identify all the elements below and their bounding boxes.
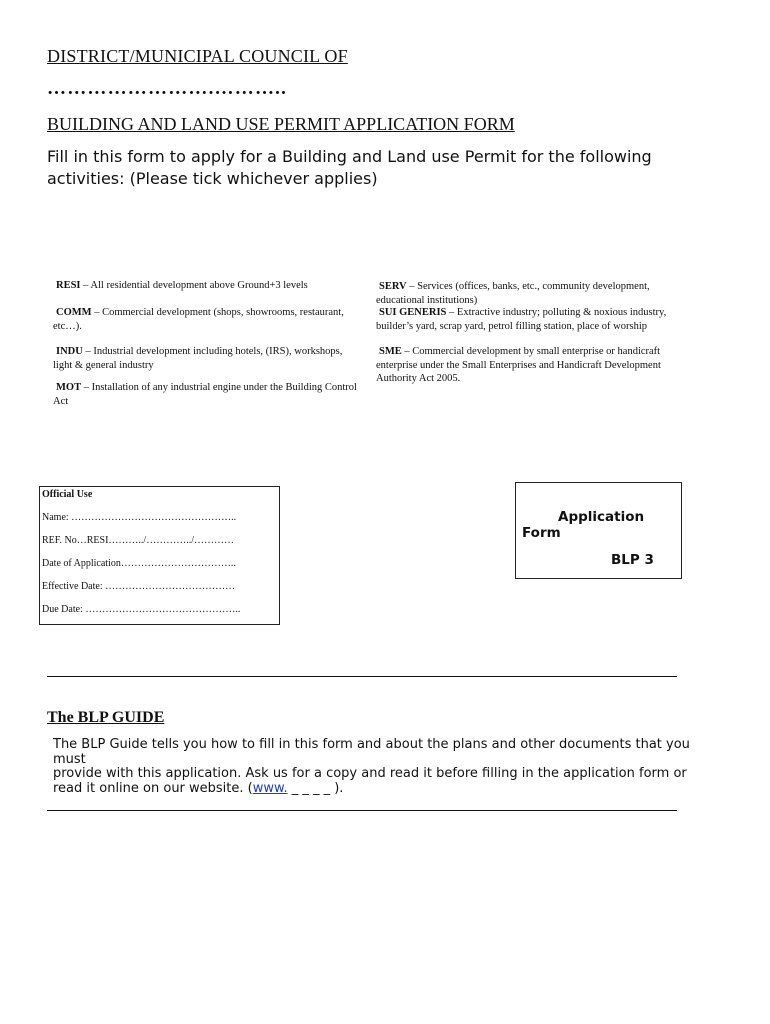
category-indu[interactable] <box>53 345 353 372</box>
guide-text <box>53 738 703 796</box>
category-resi[interactable] <box>53 279 353 293</box>
category-sme[interactable] <box>376 345 691 385</box>
category-desc: – All residential development above Ground+3 levels <box>80 280 308 291</box>
category-desc: – Services (offices, banks, etc., community development, educational institutions) <box>376 281 650 306</box>
official-due-date-field[interactable]: Due Date: ……………………………………….. <box>42 604 241 615</box>
category-code: INDU <box>56 346 83 357</box>
official-name-field[interactable]: Name: ………………………………………….. <box>42 512 237 523</box>
official-effective-date-field[interactable]: Effective Date: ………………………………… <box>42 581 236 592</box>
divider-bottom <box>47 810 677 811</box>
category-desc: – Installation of any industrial engine under the Building Control Act <box>53 382 357 407</box>
website-link[interactable]: www. <box>252 780 288 796</box>
guide-title: The BLP GUIDE <box>47 709 165 726</box>
category-desc: – Commercial development by small enterprise or handicraft enterprise under the Small Enterprises and Handicraft Development Authority Act 2005. <box>376 346 661 384</box>
guide-text-line2-end: _ _ _ _ ). <box>287 780 344 796</box>
category-serv[interactable] <box>376 280 686 307</box>
category-desc: – Commercial development (shops, showrooms, restaurant, etc…). <box>53 307 344 332</box>
form-instructions: Fill in this form to apply for a Building and Land use Permit for the following activities: (Please tick whichever applies) <box>47 147 652 188</box>
category-code: COMM <box>56 307 92 318</box>
official-date-of-application-field[interactable]: Date of Application…………………………….. <box>42 558 236 569</box>
form-code: BLP 3 <box>611 552 654 568</box>
official-use-title: Official Use <box>42 489 93 500</box>
category-code: SERV <box>379 281 407 292</box>
application-label: Application <box>558 509 645 525</box>
category-code: SUI GENERIS <box>379 307 447 318</box>
category-code: SME <box>379 346 402 357</box>
guide-text-line1: The BLP Guide tells you how to fill in this form and about the plans and other documents that you must <box>53 737 690 767</box>
category-code: MOT <box>56 382 82 393</box>
category-desc: – Extractive industry; polluting & noxious industry, builder’s yard, scrap yard, petrol filling station, place of worship <box>376 307 667 332</box>
official-ref-field[interactable]: REF. No…RESI………../…………../………… <box>42 535 234 546</box>
council-name-blank: …………………….……….. <box>47 78 288 99</box>
category-sui-generis[interactable] <box>376 306 691 333</box>
form-title: BUILDING AND LAND USE PERMIT APPLICATION FORM <box>47 114 515 134</box>
category-code: RESI <box>56 280 81 291</box>
divider-top <box>47 676 677 677</box>
official-use-box <box>39 486 280 625</box>
form-label: Form <box>522 525 561 541</box>
guide-text-line2: provide with this application. Ask us for a copy and read it before filling in the application form or read it online on our website. ( <box>53 766 687 796</box>
application-form-box <box>515 482 682 579</box>
category-desc: – Industrial development including hotels, (IRS), workshops, light & general industry <box>53 346 343 371</box>
category-mot[interactable] <box>53 381 361 408</box>
council-title: DISTRICT/MUNICIPAL COUNCIL OF <box>47 46 348 66</box>
category-comm[interactable] <box>53 306 353 333</box>
